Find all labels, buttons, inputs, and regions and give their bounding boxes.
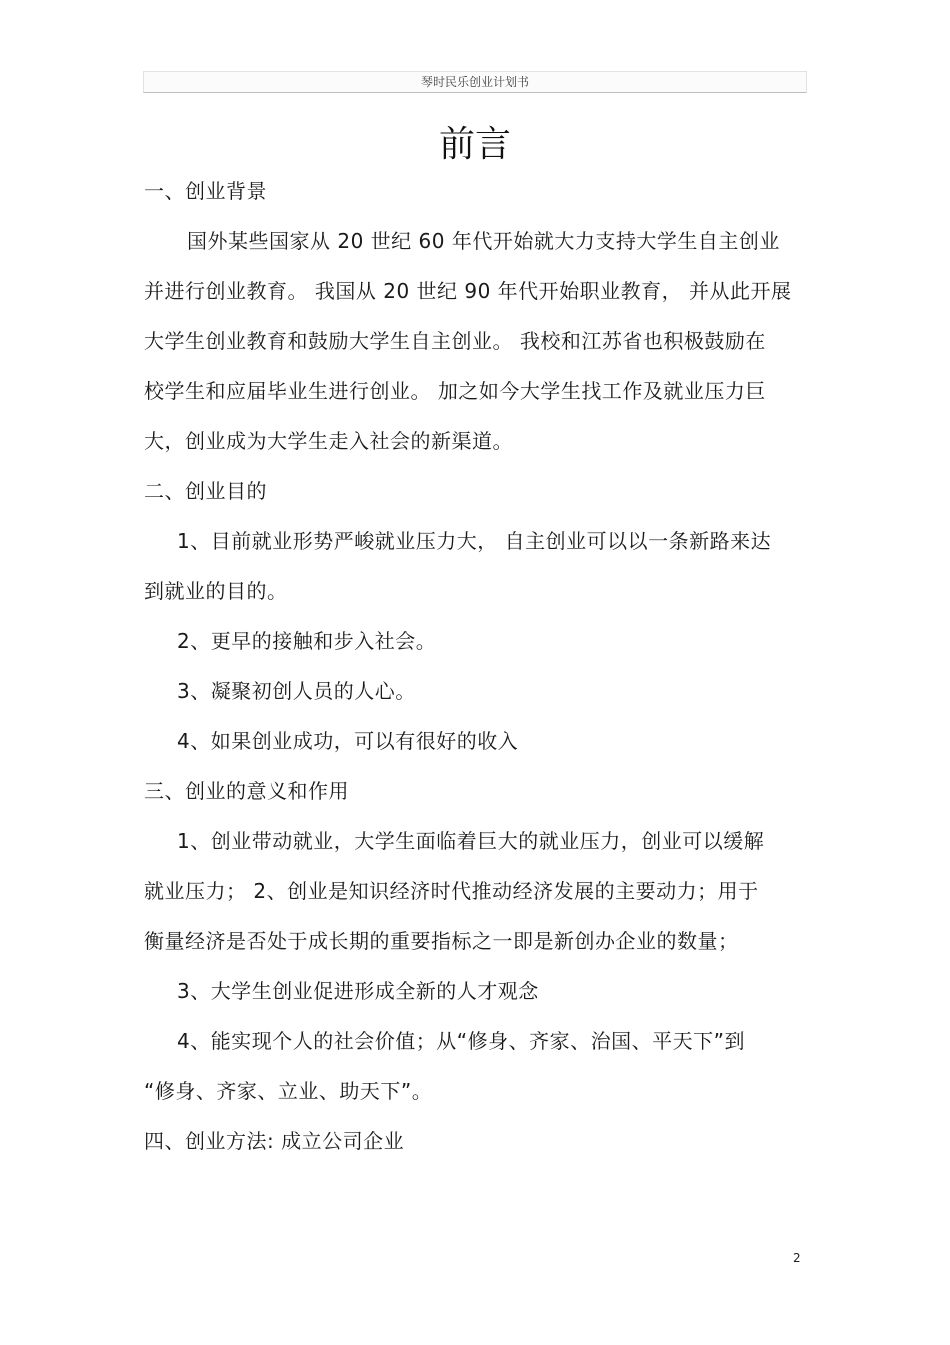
page-number: 2 [793,1251,801,1265]
list-item: 1、目前就业形势严峻就业压力大， 自主创业可以以一条新路来达 [177,529,772,553]
list-item: 4、能实现个人的社会价值；从“修身、齐家、治国、平天下”到 [177,1029,745,1053]
paragraph-line: “修身、齐家、立业、助天下”。 [144,1079,433,1103]
section-heading-method: 四、创业方法: 成立公司企业 [144,1129,405,1153]
paragraph-line: 大，创业成为大学生走入社会的新渠道。 [144,429,513,453]
document-body [144,166,814,1166]
list-item: 3、大学生创业促进形成全新的人才观念 [177,979,539,1003]
paragraph-line: 国外某些国家从 20 世纪 60 年代开始就大力支持大学生自主创业 [187,229,780,253]
page-title: 前言 [438,124,511,165]
list-item: 4、如果创业成功，可以有很好的收入 [177,729,519,753]
running-header-text: 琴时民乐创业计划书 [420,75,529,89]
paragraph-line: 大学生创业教育和鼓励大学生自主创业。 我校和江苏省也积极鼓励在 [144,329,766,353]
section-heading-background: 一、创业背景 [144,179,267,203]
paragraph-line: 校学生和应届毕业生进行创业。 加之如今大学生找工作及就业压力巨 [144,379,766,403]
paragraph-line: 到就业的目的。 [144,579,288,603]
list-item: 3、凝聚初创人员的人心。 [177,679,416,703]
paragraph-line: 就业压力； 2、创业是知识经济时代推动经济发展的主要动力；用于 [144,879,759,903]
list-item: 1、创业带动就业，大学生面临着巨大的就业压力，创业可以缓解 [177,829,765,853]
paragraph-line: 并进行创业教育。 我国从 20 世纪 90 年代开始职业教育， 并从此开展 [144,279,792,303]
running-header [143,71,807,93]
list-item: 2、更早的接触和步入社会。 [177,629,437,653]
section-heading-significance: 三、创业的意义和作用 [144,779,349,803]
section-heading-purpose: 二、创业目的 [144,479,267,503]
paragraph-line: 衡量经济是否处于成长期的重要指标之一即是新创办企业的数量； [144,929,739,953]
